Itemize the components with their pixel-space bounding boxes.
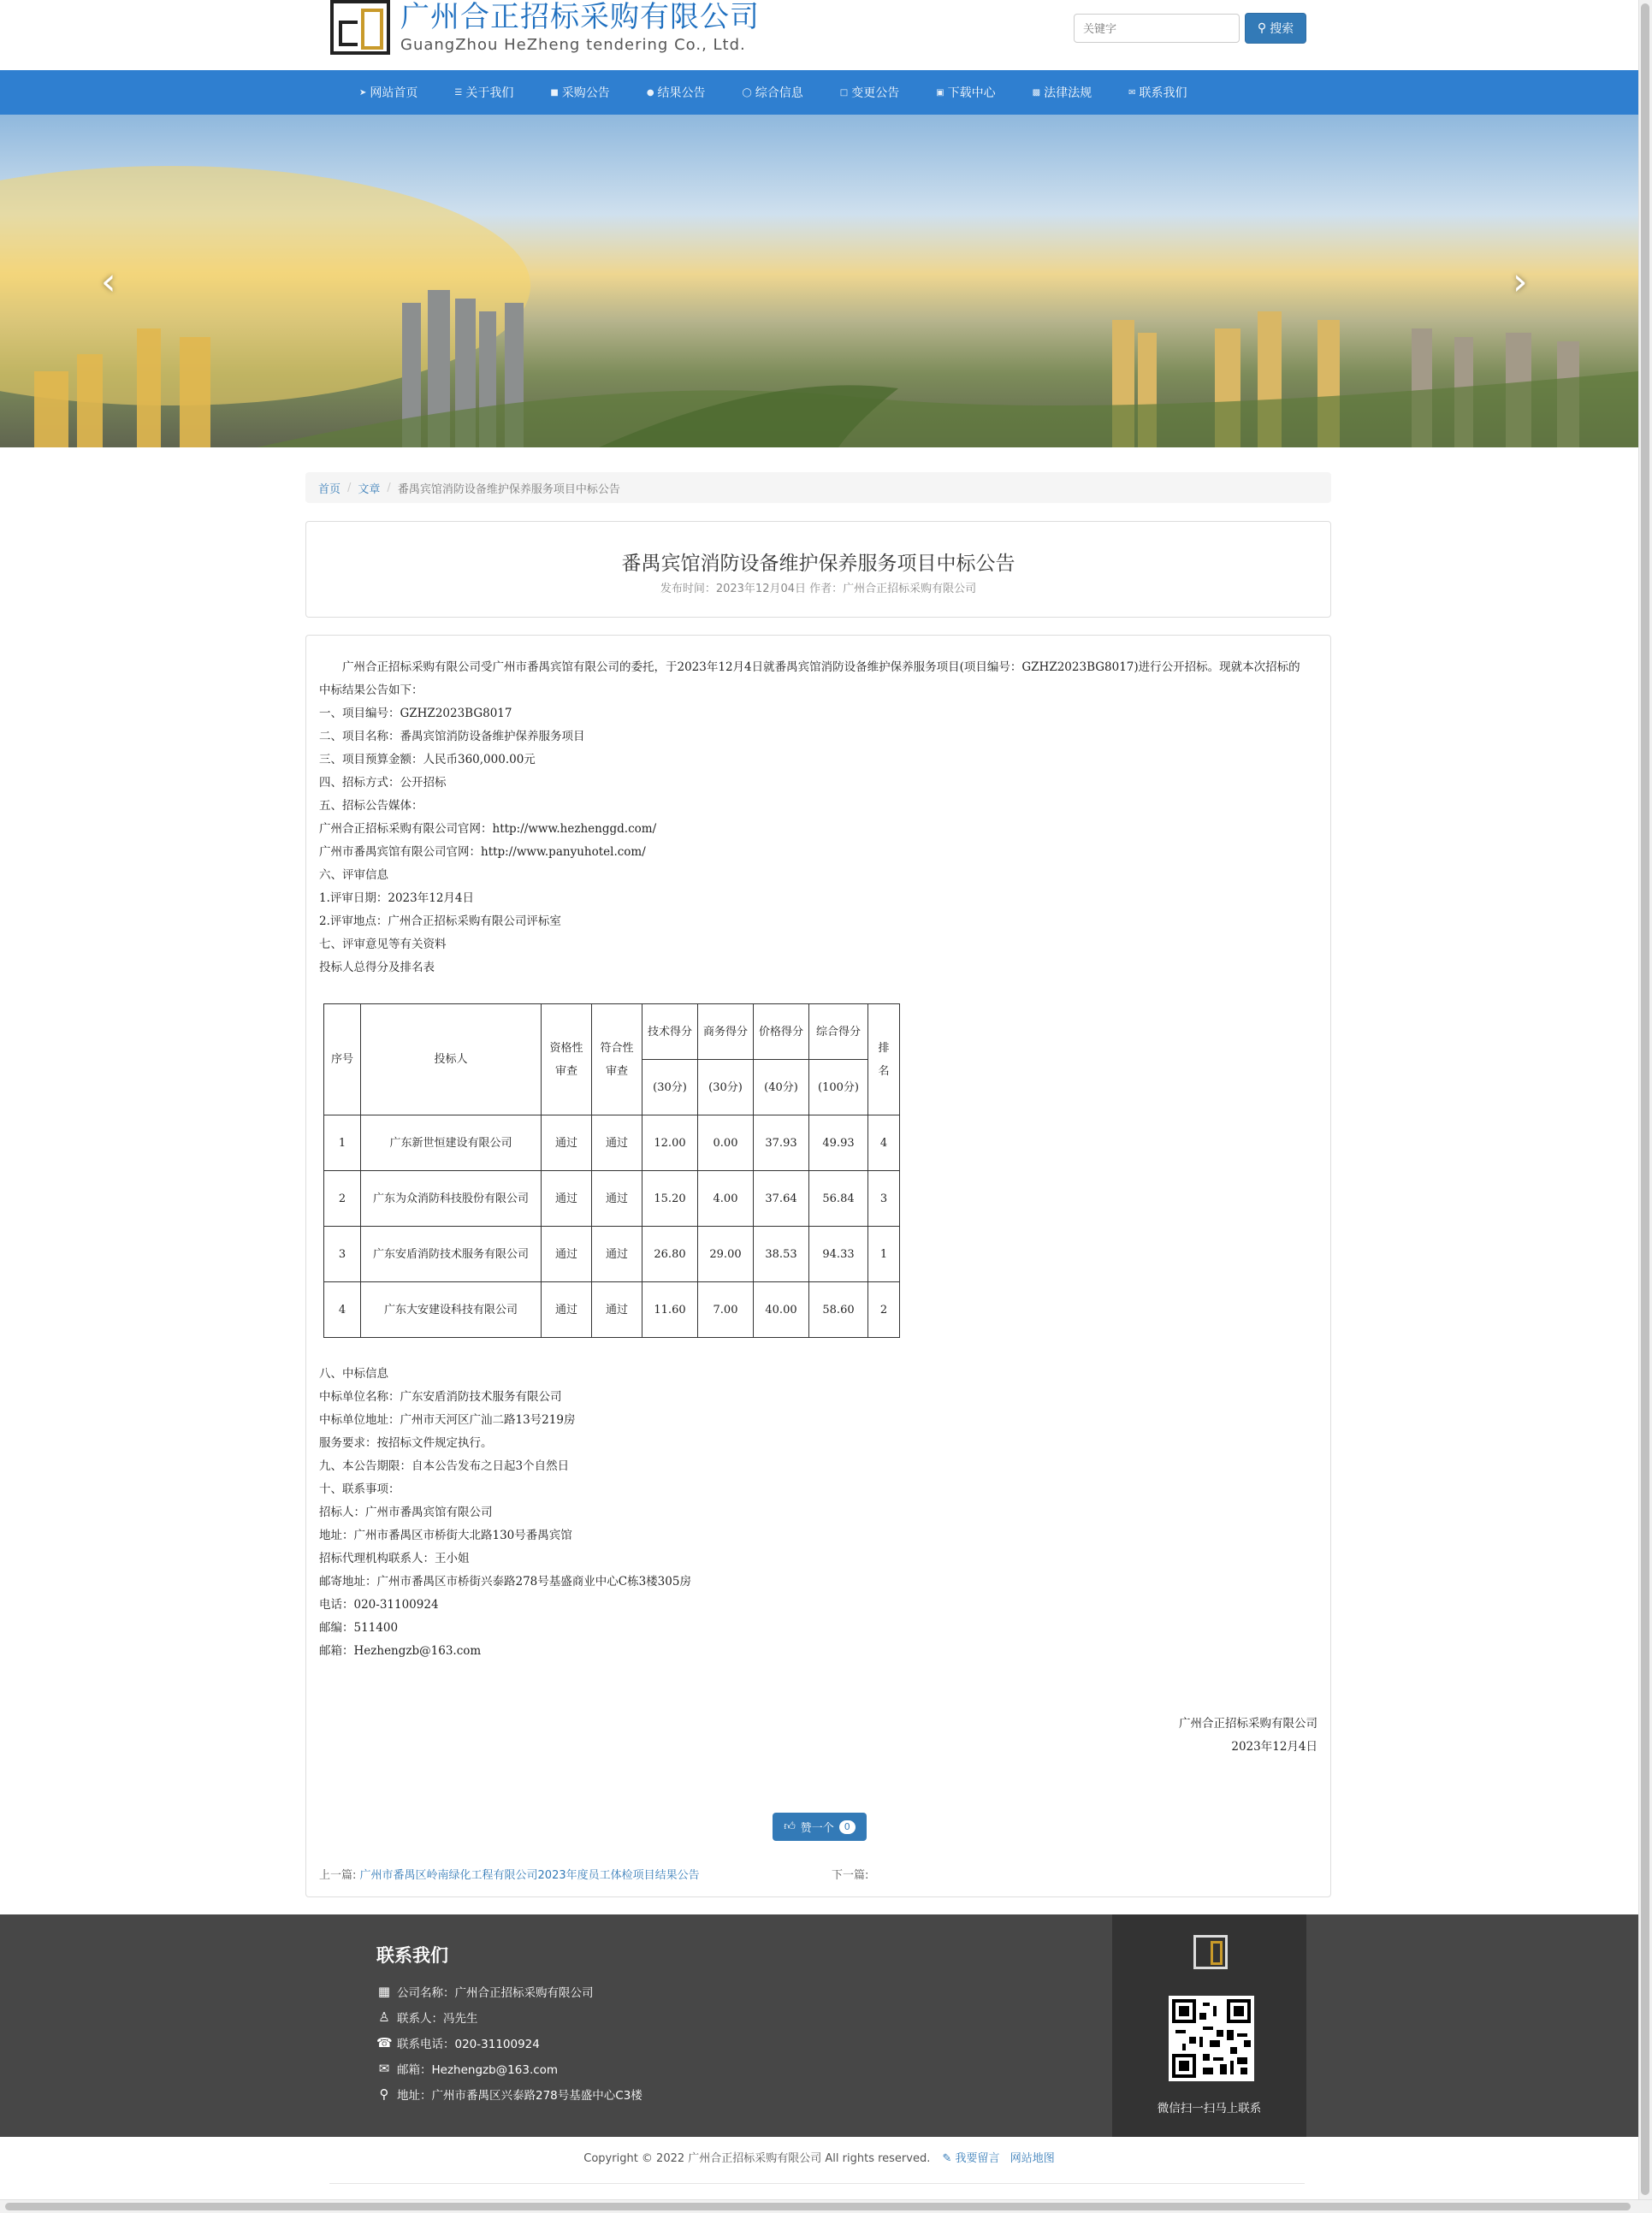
nav-item-procurement[interactable] — [550, 84, 609, 101]
bulb-icon: ◯ — [742, 87, 752, 98]
cell-business: 0.00 — [698, 1115, 754, 1171]
th-total-sub: (100分) — [809, 1060, 868, 1115]
leave-message-link[interactable] — [943, 2152, 1000, 2165]
content-line: 投标人总得分及排名表 — [319, 961, 435, 974]
content-line: 五、招标公告媒体： — [319, 799, 423, 813]
cell-total: 94.33 — [809, 1227, 868, 1282]
cell-total: 49.93 — [809, 1115, 868, 1171]
like-count: 0 — [839, 1820, 856, 1834]
th-tech: 技术得分 — [642, 1004, 698, 1060]
cell-rank: 3 — [868, 1171, 900, 1227]
nav-item-home[interactable] — [359, 84, 417, 101]
nav-label: 联系我们 — [1139, 86, 1187, 100]
nav-label: 关于我们 — [465, 86, 514, 100]
horizontal-scroll-thumb[interactable] — [5, 2203, 1631, 2210]
cell-no: 2 — [324, 1171, 361, 1227]
calendar-icon: □ — [839, 87, 849, 98]
search-button[interactable] — [1245, 13, 1306, 44]
table-row — [324, 1282, 900, 1338]
footer-divider — [329, 2183, 1305, 2184]
cell-qualification: 通过 — [542, 1115, 592, 1171]
city-skyline-image — [0, 115, 1638, 447]
contact-company — [376, 1983, 594, 2000]
circle-icon: ● — [646, 87, 654, 98]
contact-email — [376, 2060, 558, 2077]
th-bidder: 投标人 — [361, 1004, 542, 1115]
search-button-label: 搜索 — [1270, 22, 1294, 36]
article-meta: 发布时间：2023年12月04日 作者：广州合正招标采购有限公司 — [660, 583, 977, 595]
next-article — [832, 1866, 868, 1882]
th-price-sub: (40分) — [754, 1060, 809, 1115]
article-title: 番禺宾馆消防设备维护保养服务项目中标公告 — [621, 553, 1015, 575]
nav-item-about[interactable] — [454, 84, 513, 101]
contact-company-text: 公司名称：广州合正招标采购有限公司 — [397, 1986, 594, 2000]
content-line: 邮箱：Hezhengzb@163.com — [319, 1644, 482, 1658]
cell-conformity: 通过 — [592, 1115, 642, 1171]
contact-email-text: 邮箱：Hezhengzb@163.com — [397, 2063, 559, 2077]
content-line: 九、本公告期限：自本公告发布之日起3个自然日 — [319, 1459, 570, 1473]
cell-business: 7.00 — [698, 1282, 754, 1338]
content-line: 广州合正招标采购有限公司官网：http://www.hezhenggd.com/ — [319, 822, 657, 836]
cell-rank: 1 — [868, 1227, 900, 1282]
content-line: 中标单位名称：广东安盾消防技术服务有限公司 — [319, 1390, 562, 1404]
next-label: 下一篇: — [832, 1869, 869, 1882]
company-name-en: GuangZhou HeZheng tendering Co., Ltd. — [400, 36, 746, 54]
content-line: 2.评审地点：广州合正招标采购有限公司评标室 — [319, 914, 561, 928]
cell-price: 37.93 — [754, 1115, 809, 1171]
content-line: 1.评审日期：2023年12月4日 — [319, 891, 475, 905]
cell-conformity: 通过 — [592, 1282, 642, 1338]
intro-paragraph: 广州合正招标采购有限公司受广州市番禺宾馆有限公司的委托，于2023年12月4日就番禺宾馆消防设备维护保养服务项目(项目编号：GZHZ2023BG8017)进行公开招标。现就本次招标的中标结果公告如下： — [319, 660, 1300, 697]
cell-conformity: 通过 — [592, 1227, 642, 1282]
search-input[interactable] — [1074, 14, 1240, 43]
th-rank: 排名 — [868, 1004, 900, 1115]
cell-bidder: 广东安盾消防技术服务有限公司 — [361, 1227, 542, 1282]
vertical-scroll-thumb[interactable] — [1641, 3, 1649, 2195]
nav-item-changes[interactable] — [840, 84, 899, 101]
content-line: 十、联系事项： — [319, 1482, 400, 1496]
th-business-sub: (30分) — [698, 1060, 754, 1115]
thumbs-up-icon: 👍︎ — [784, 1820, 796, 1833]
cell-price: 37.64 — [754, 1171, 809, 1227]
contact-person-text: 联系人：冯先生 — [397, 2012, 478, 2026]
content-line: 电话：020-31100924 — [319, 1598, 439, 1612]
cell-business: 29.00 — [698, 1227, 754, 1282]
table-row — [324, 1115, 900, 1171]
copyright-text: Copyright © 2022 广州合正招标采购有限公司 All rights reserved. — [583, 2152, 931, 2165]
content-line: 广州市番禺宾馆有限公司官网：http://www.panyuhotel.com/ — [319, 845, 646, 859]
company-name-cn: 广州合正招标采购有限公司 — [400, 0, 760, 34]
th-conformity: 符合性审查 — [592, 1004, 642, 1115]
cell-bidder: 广东大安建设科技有限公司 — [361, 1282, 542, 1338]
wechat-qr-code — [1169, 1996, 1254, 2081]
cell-qualification: 通过 — [542, 1227, 592, 1282]
company-logo[interactable] — [330, 0, 390, 55]
content-line: 服务要求：按招标文件规定执行。 — [319, 1436, 493, 1450]
table-row — [324, 1171, 900, 1227]
content-line: 邮寄地址：广州市番禺区市桥街兴泰路278号基盛商业中心C栋3楼305房 — [319, 1575, 691, 1589]
banner-next-arrow[interactable]: › — [1513, 260, 1528, 304]
mail-icon: ✉ — [1128, 87, 1136, 98]
cell-no: 3 — [324, 1227, 361, 1282]
cell-conformity: 通过 — [592, 1171, 642, 1227]
prev-article-link[interactable]: 广州市番禺区岭南绿化工程有限公司2023年度员工体检项目结果公告 — [359, 1869, 700, 1882]
footer-logo — [1193, 1935, 1228, 1969]
copyright-row — [0, 2149, 1638, 2165]
article-content — [305, 635, 1331, 1897]
content-line: 中标单位地址：广州市天河区广汕二路13号219房 — [319, 1413, 576, 1427]
content-line: 地址：广州市番禺区市桥街大北路130号番禺宾馆 — [319, 1529, 572, 1542]
article-title-panel — [305, 521, 1331, 618]
footer — [0, 1914, 1638, 2137]
cell-tech: 15.20 — [642, 1171, 698, 1227]
prev-article — [319, 1866, 700, 1882]
nav-label: 下载中心 — [947, 86, 996, 100]
content-line: 八、中标信息 — [319, 1367, 388, 1381]
nav-label: 结果公告 — [657, 86, 706, 100]
th-tech-sub: (30分) — [642, 1060, 698, 1115]
leave-message-label: 我要留言 — [955, 2152, 1000, 2165]
signature-date: 2023年12月4日 — [1231, 1740, 1317, 1754]
cell-tech: 12.00 — [642, 1115, 698, 1171]
like-label: 赞一个 — [800, 1822, 834, 1835]
send-icon: ➤ — [359, 87, 367, 98]
hero-banner — [0, 115, 1638, 447]
content-line: 招标代理机构联系人：王小姐 — [319, 1552, 470, 1565]
content-line: 一、项目编号：GZHZ2023BG8017 — [319, 707, 512, 720]
breadcrumb-current: 番禺宾馆消防设备维护保养服务项目中标公告 — [397, 482, 620, 496]
content-line: 四、招标方式：公开招标 — [319, 776, 447, 790]
nav-item-info[interactable] — [743, 84, 803, 101]
nav-label: 法律法规 — [1044, 86, 1092, 100]
th-price: 价格得分 — [754, 1004, 809, 1060]
th-total: 综合得分 — [809, 1004, 868, 1060]
breadcrumb-separator: / — [347, 481, 352, 494]
cell-no: 4 — [324, 1282, 361, 1338]
th-business: 商务得分 — [698, 1004, 754, 1060]
score-table — [323, 1003, 900, 1338]
envelope-icon: ✉ — [378, 2061, 390, 2076]
like-button[interactable] — [773, 1813, 867, 1841]
users-icon: ♙ — [378, 2009, 390, 2025]
nav-label: 网站首页 — [370, 86, 418, 100]
contact-phone-text: 联系电话：020-31100924 — [397, 2038, 540, 2051]
cell-qualification: 通过 — [542, 1171, 592, 1227]
content-line: 邮编：511400 — [319, 1621, 399, 1635]
breadcrumb-home[interactable]: 首页 — [318, 482, 341, 496]
contact-title: 联系我们 — [376, 1945, 448, 1966]
cell-tech: 26.80 — [642, 1227, 698, 1282]
th-no: 序号 — [324, 1004, 361, 1115]
breadcrumb-separator: / — [387, 481, 391, 494]
edit-icon: ✎ — [942, 2152, 952, 2165]
cell-no: 1 — [324, 1115, 361, 1171]
breadcrumb — [305, 472, 1331, 503]
content-line: 七、评审意见等有关资料 — [319, 938, 447, 951]
qr-caption: 微信扫一扫马上联系 — [1157, 2102, 1262, 2115]
cell-total: 58.60 — [809, 1282, 868, 1338]
cell-total: 56.84 — [809, 1171, 868, 1227]
nav-item-law[interactable] — [1033, 84, 1092, 101]
cell-qualification: 通过 — [542, 1282, 592, 1338]
search-icon: ⚲ — [1257, 21, 1267, 35]
breadcrumb-section[interactable]: 文章 — [358, 482, 381, 496]
list-icon: ☰ — [454, 87, 463, 98]
phone-icon: ☎ — [376, 2035, 393, 2050]
content-line: 三、项目预算金额：人民币360,000.00元 — [319, 753, 536, 766]
content-line: 二、项目名称：番禺宾馆消防设备维护保养服务项目 — [319, 730, 585, 743]
cell-price: 38.53 — [754, 1227, 809, 1282]
bag-icon: ■ — [550, 87, 559, 98]
prev-label: 上一篇: — [319, 1869, 357, 1882]
nav-label: 综合信息 — [755, 86, 803, 100]
cell-bidder: 广东新世恒建设有限公司 — [361, 1115, 542, 1171]
cell-bidder: 广东为众消防科技股份有限公司 — [361, 1171, 542, 1227]
nav-item-downloads[interactable] — [936, 84, 995, 101]
cell-tech: 11.60 — [642, 1282, 698, 1338]
cell-rank: 2 — [868, 1282, 900, 1338]
cell-rank: 4 — [868, 1115, 900, 1171]
cell-business: 4.00 — [698, 1171, 754, 1227]
building-icon: ▦ — [377, 1984, 391, 1999]
contact-address — [376, 2086, 642, 2103]
banner-prev-arrow[interactable]: ‹ — [101, 260, 116, 304]
signature-company: 广州合正招标采购有限公司 — [1179, 1717, 1317, 1731]
contact-phone — [376, 2034, 540, 2051]
nav-item-results[interactable] — [647, 84, 706, 101]
cell-price: 40.00 — [754, 1282, 809, 1338]
download-icon: ▣ — [936, 87, 944, 98]
contact-address-text: 地址：广州市番禺区兴泰路278号基盛中心C3楼 — [397, 2089, 642, 2103]
th-qualification: 资格性审查 — [542, 1004, 592, 1115]
content-line: 六、评审信息 — [319, 868, 388, 882]
main-nav — [0, 70, 1638, 115]
law-icon: ▩ — [1032, 87, 1041, 98]
nav-label: 变更公告 — [851, 86, 900, 100]
map-pin-icon: ⚲ — [379, 2086, 389, 2102]
sitemap-link[interactable]: 网站地图 — [1010, 2152, 1055, 2165]
nav-label: 采购公告 — [561, 86, 610, 100]
nav-item-contact[interactable] — [1128, 84, 1187, 101]
contact-person — [376, 2009, 478, 2026]
content-line: 招标人：广州市番禺宾馆有限公司 — [319, 1506, 493, 1519]
table-row — [324, 1227, 900, 1282]
